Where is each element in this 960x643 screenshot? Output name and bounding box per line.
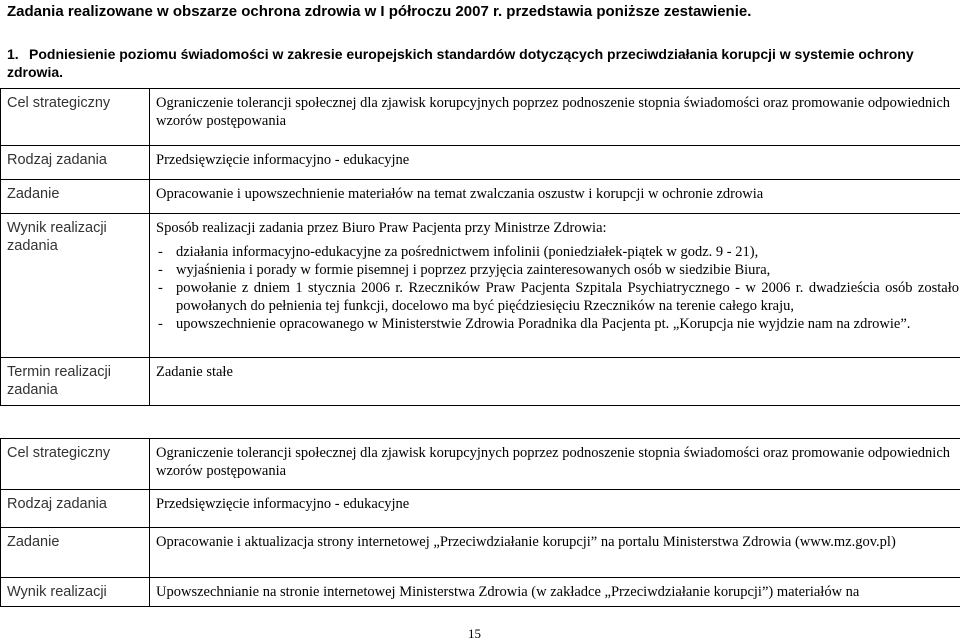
section-title: [7, 45, 952, 81]
page-number: 15: [468, 626, 481, 641]
section-title-text: Podniesienie poziomu świadomości w zakresie europejskich standardów dotyczących przeciwdziałania korupcji w systemie ochrony zdrowia.: [7, 46, 914, 80]
zadanie-label: Zadanie: [1, 528, 150, 578]
row-rodzaj-zadania: [1, 490, 960, 528]
wynik-intro: Sposób realizacji zadania przez Biuro Praw Pacjenta przy Ministrze Zdrowia:: [156, 220, 607, 236]
termin-label-line1: Termin realizacji: [7, 364, 111, 380]
rodzaj-value: Przedsięwzięcie informacyjno - edukacyjne: [150, 146, 960, 180]
cel-value: Ograniczenie tolerancji społecznej dla zjawisk korupcyjnych poprzez podnoszenie stopnia świadomości oraz promowanie odpowiednich wzorów postępowania: [150, 439, 960, 490]
zadanie-value: Opracowanie i upowszechnienie materiałów na temat zwalczania oszustw i korupcji w ochronie zdrowia: [150, 180, 960, 214]
rodzaj-label: Rodzaj zadania: [1, 146, 150, 180]
termin-value: Zadanie stałe: [150, 358, 960, 406]
termin-label-line2: zadania: [7, 382, 58, 398]
rodzaj-value: Przedsięwzięcie informacyjno - edukacyjne: [150, 490, 960, 528]
list-item: - powołanie z dniem 1 stycznia 2006 r. Rzeczników Praw Pacjenta Szpitala Psychiatrycznego - w 2006 r. dwadzieścia osób zostało powołanych do pełnienia tej funkcji, docelowo ma być pięćdziesięciu Rzeczników na terenie całego kraju,: [156, 279, 959, 315]
wynik-label: Wynik realizacji: [1, 578, 150, 607]
wynik-list: [156, 243, 959, 333]
wynik-label-line1: Wynik realizacji: [7, 220, 107, 236]
row-rodzaj-zadania: [1, 146, 960, 180]
cel-value: Ograniczenie tolerancji społecznej dla zjawisk korupcyjnych poprzez podnoszenie stopnia świadomości oraz promowanie odpowiednich wzorów postępowania: [150, 89, 960, 146]
rodzaj-label: Rodzaj zadania: [1, 490, 150, 528]
row-cel-strategiczny: [1, 439, 960, 490]
zadanie-label: Zadanie: [1, 180, 150, 214]
document-heading: Zadania realizowane w obszarze ochrona zdrowia w I półroczu 2007 r. przedstawia poniższe zestawienie.: [7, 3, 752, 20]
wynik-value: [150, 214, 960, 358]
list-item: - działania informacyjno-edukacyjne za pośrednictwem infolinii (poniedziałek-piątek w godz. 9 - 21),: [156, 243, 959, 261]
list-item: - wyjaśnienia i porady w formie pisemnej i poprzez przyjęcia zainteresowanych osób w siedzibie Biura,: [156, 261, 959, 279]
row-wynik-realizacji: [1, 214, 960, 358]
task-table-2: [0, 438, 960, 607]
task-table-1: [0, 88, 960, 406]
row-wynik-realizacji: [1, 578, 960, 607]
row-termin-realizacji: [1, 358, 960, 406]
cel-label: Cel strategiczny: [1, 89, 150, 146]
wynik-label: [1, 214, 150, 358]
list-item: - upowszechnienie opracowanego w Ministerstwie Zdrowia Poradnika dla Pacjenta pt. „Korupcja nie wyjdzie nam na zdrowie”.: [156, 315, 959, 333]
zadanie-value: Opracowanie i aktualizacja strony internetowej „Przeciwdziałanie korupcji” na portalu Ministerstwa Zdrowia (www.mz.gov.pl): [150, 528, 960, 578]
row-zadanie: [1, 180, 960, 214]
cel-label: Cel strategiczny: [1, 439, 150, 490]
termin-label: [1, 358, 150, 406]
row-cel-strategiczny: [1, 89, 960, 146]
wynik-label-line2: zadania: [7, 238, 58, 254]
section-number: 1.: [7, 46, 19, 62]
row-zadanie: [1, 528, 960, 578]
wynik-value: Upowszechnianie na stronie internetowej Ministerstwa Zdrowia (w zakładce „Przeciwdziałanie korupcji”) materiałów na: [150, 578, 960, 607]
